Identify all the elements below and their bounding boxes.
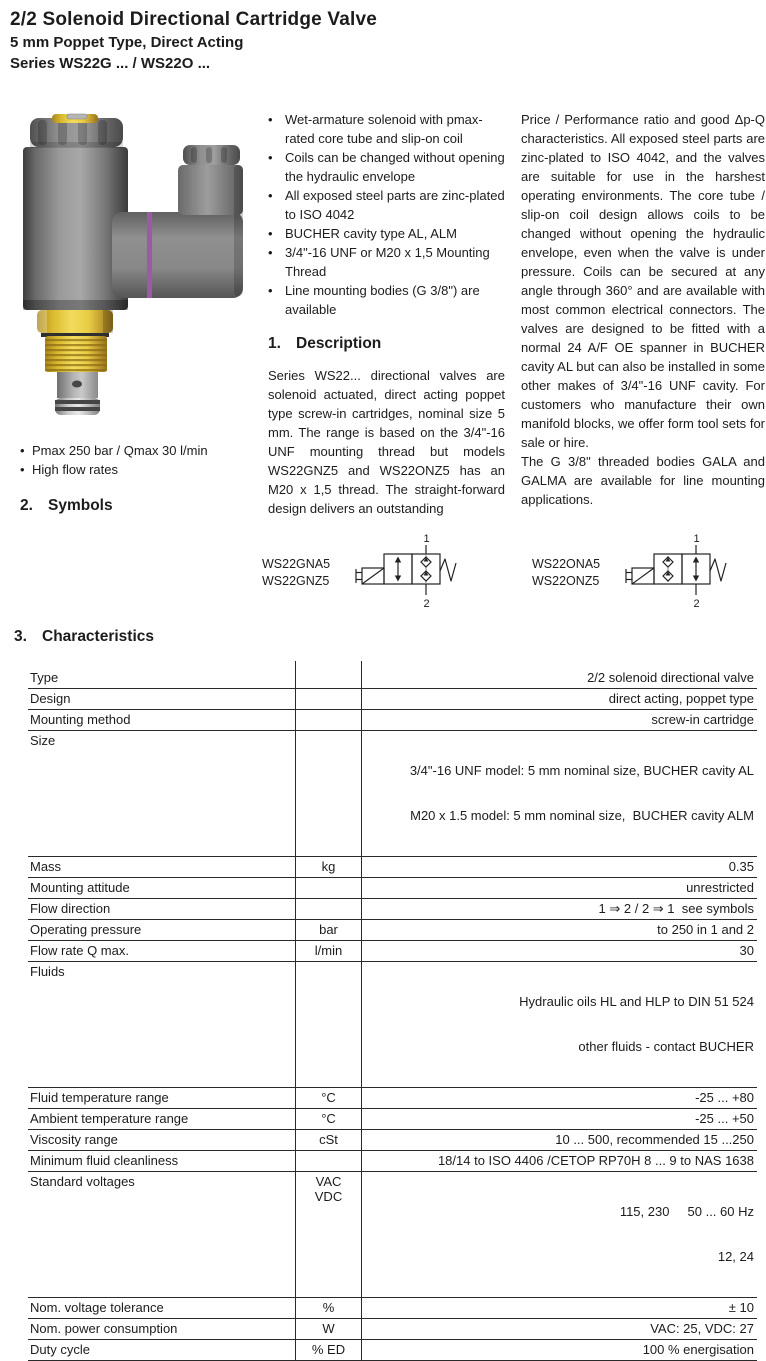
header [10,8,377,74]
valve-product-image [22,114,244,427]
table-row [28,710,757,731]
characteristics-table [28,661,757,1361]
row-label: Standard voltages [30,1174,135,1189]
list-item [268,281,505,319]
row-label: Mounting attitude [30,880,130,895]
row-value-line: other fluids - contact BUCHER [578,1039,754,1054]
row-unit: % [295,1298,362,1318]
model-label: WS22GNA5 [262,557,331,571]
right-column [521,110,765,509]
bullet-dot: • [268,112,273,127]
row-unit [295,661,362,688]
row-label: Nom. power consumption [30,1321,178,1336]
row-unit: bar [295,920,362,940]
row-value-line: 12, 24 [717,1249,754,1264]
row-unit [295,710,362,730]
list-item [268,186,505,224]
row-value: to 250 in 1 and 2 [657,922,754,937]
row-value-line: 3/4"-16 UNF model: 5 mm nominal size, BUCHER cavity AL [409,763,754,778]
table-row [28,1130,757,1151]
row-label: Type [30,670,59,685]
row-unit: °C [295,1088,362,1108]
row-unit [295,1151,362,1171]
row-value [362,731,757,856]
table-row [28,1172,757,1298]
bullet-dot: • [268,283,273,298]
features-list [268,110,505,319]
page-subtitle-type: 5 mm Poppet Type, Direct Acting [10,34,244,51]
list-item [268,243,505,281]
port-1-label: 1 [423,533,430,545]
section-number: 1. [268,335,281,352]
row-value: 0.35 [728,859,754,874]
hydraulic-symbol-on [622,534,744,619]
valve-symbol-normally-open [622,534,744,614]
row-label: Ambient temperature range [30,1111,189,1126]
table-row [28,731,757,857]
row-label: Design [30,691,71,706]
row-label: Viscosity range [30,1132,118,1147]
table-row [28,857,757,878]
table-row [28,1319,757,1340]
symbol-labels-on [532,556,600,590]
bullet-dot: • [268,150,273,165]
port-1-label: 1 [693,533,700,545]
model-label: WS22ONA5 [532,557,601,571]
table-row [28,1109,757,1130]
valve-illustration [22,114,244,422]
row-unit: l/min [295,941,362,961]
row-unit [295,689,362,709]
intro-paragraph-1: Price / Performance ratio and good Δp-Q characteristics. All exposed steel parts are zinc-plated to ISO 4042, and the valves are suitable for use in the harshest operating environments. The core tube / slip-on coil design allows coils to be changed without opening the hydraulic envelope, even when the valve is under pressure. Coils can be secured at any angle through 360° and are available with most common electrical connectors. The valves are designed to be fitted with a normal 24 A/F OE spanner in BUCHER cavity AL but can also be installed in some other makes of 3/4"-16 UNF cavity. For customers who manufacture their own manifold blocks, we offer form tool sets for sale or hire. [521,112,765,450]
row-value: 100 % energisation [642,1342,754,1357]
row-value-line: M20 x 1.5 model: 5 mm nominal size, BUCHER cavity ALM [410,808,754,823]
feature-text: Wet-armature solenoid with pmax-rated core tube and slip-on coil [285,112,483,146]
row-value: 1 ⇒ 2 / 2 ⇒ 1 see symbols [598,901,754,916]
row-unit-line: VDC [314,1189,343,1204]
description-heading [268,335,505,353]
row-unit: kg [295,857,362,877]
table-row [28,878,757,899]
row-unit: °C [295,1109,362,1129]
description-paragraph: Series WS22... directional valves are solenoid actuated, direct acting poppet type screw-in cartridges, nominal size 5 mm. The range is based on the 3/4"-16 UNF mounting thread but models WS22GNZ5 and WS22ONZ5 has an M20 x 1,5 thread. The straight-forward design delivers an outstanding [268,368,505,516]
characteristics-heading [14,628,154,646]
row-label: Minimum fluid cleanliness [30,1153,179,1168]
row-value: 10 ... 500, recommended 15 ...250 [555,1132,754,1147]
row-value: 2/2 solenoid directional valve [587,670,754,685]
row-label: Mounting method [30,712,131,727]
table-row [28,661,757,689]
feature-text: All exposed steel parts are zinc-plated to ISO 4042 [285,188,505,222]
bullet-dot: • [268,226,273,241]
row-label: Flow direction [30,901,111,916]
model-label: WS22GNZ5 [262,574,330,588]
page-subtitle-series: Series WS22G ... / WS22O ... [10,55,211,72]
section-number: 3. [14,628,27,645]
row-value: 30 [739,943,754,958]
row-unit: cSt [295,1130,362,1150]
page-title: 2/2 Solenoid Directional Cartridge Valve [10,9,378,30]
row-value-line: Hydraulic oils HL and HLP to DIN 51 524 [519,994,754,1009]
table-row [28,899,757,920]
row-unit [295,899,362,919]
row-label: Fluids [30,964,65,979]
row-unit: W [295,1319,362,1339]
spec-pmax-qmax: Pmax 250 bar / Qmax 30 l/min [32,443,208,458]
row-unit [295,731,362,856]
hydraulic-symbol-gn [352,534,474,619]
bullet-dot: • [268,245,273,260]
table-row [28,941,757,962]
row-value: VAC: 25, VDC: 27 [650,1321,754,1336]
row-value [362,1172,757,1297]
intro-paragraph-2: The G 3/8" threaded bodies GALA and GALMA are available for line mounting applications. [521,454,765,507]
valve-symbol-normally-closed [352,534,474,614]
bullet-dot: • [20,443,25,458]
feature-text: Coils can be changed without opening the hydraulic envelope [285,150,505,184]
section-title: Symbols [48,497,113,514]
row-unit [295,962,362,1087]
port-2-label: 2 [423,598,430,610]
row-value: ± 10 [728,1300,754,1315]
row-unit-line: VAC [315,1174,342,1189]
spec-high-flow: High flow rates [32,462,118,477]
row-label: Mass [30,859,62,874]
feature-text: Line mounting bodies (G 3/8") are available [285,283,480,317]
table-row [28,1340,757,1361]
table-row [28,962,757,1088]
row-unit: % ED [295,1340,362,1360]
row-value: -25 ... +80 [695,1090,754,1105]
bullet-dot: • [20,462,25,477]
row-value: -25 ... +50 [695,1111,754,1126]
list-item [268,224,505,243]
row-label: Operating pressure [30,922,142,937]
feature-text: BUCHER cavity type AL, ALM [285,226,457,241]
row-label: Fluid temperature range [30,1090,169,1105]
row-value: screw-in cartridge [651,712,754,727]
section-title: Characteristics [42,628,155,645]
list-item [20,441,255,460]
row-unit [295,1172,362,1297]
row-value-line: 115, 230 50 ... 60 Hz [619,1204,754,1219]
row-label: Size [30,733,56,748]
row-label: Flow rate Q max. [30,943,129,958]
middle-column [268,110,505,518]
table-row [28,920,757,941]
row-value: unrestricted [686,880,754,895]
table-row [28,1088,757,1109]
model-label: WS22ONZ5 [532,574,600,588]
symbol-labels-gn [262,556,330,590]
row-value: direct acting, poppet type [608,691,754,706]
bullet-dot: • [268,188,273,203]
row-value [362,962,757,1087]
symbols-heading [20,497,113,515]
list-item [268,148,505,186]
key-specs-list [20,441,255,479]
list-item [268,110,505,148]
purple-stripe [147,212,152,298]
table-row [28,689,757,710]
feature-text: 3/4"-16 UNF or M20 x 1,5 Mounting Thread [285,245,490,279]
section-number: 2. [20,497,33,514]
row-label: Duty cycle [30,1342,90,1357]
table-row [28,1151,757,1172]
table-row [28,1298,757,1319]
row-label: Nom. voltage tolerance [30,1300,164,1315]
row-unit [295,878,362,898]
port-2-label: 2 [693,598,700,610]
section-title: Description [296,335,382,352]
list-item [20,460,255,479]
row-value: 18/14 to ISO 4406 /CETOP RP70H 8 ... 9 to NAS 1638 [437,1153,754,1168]
